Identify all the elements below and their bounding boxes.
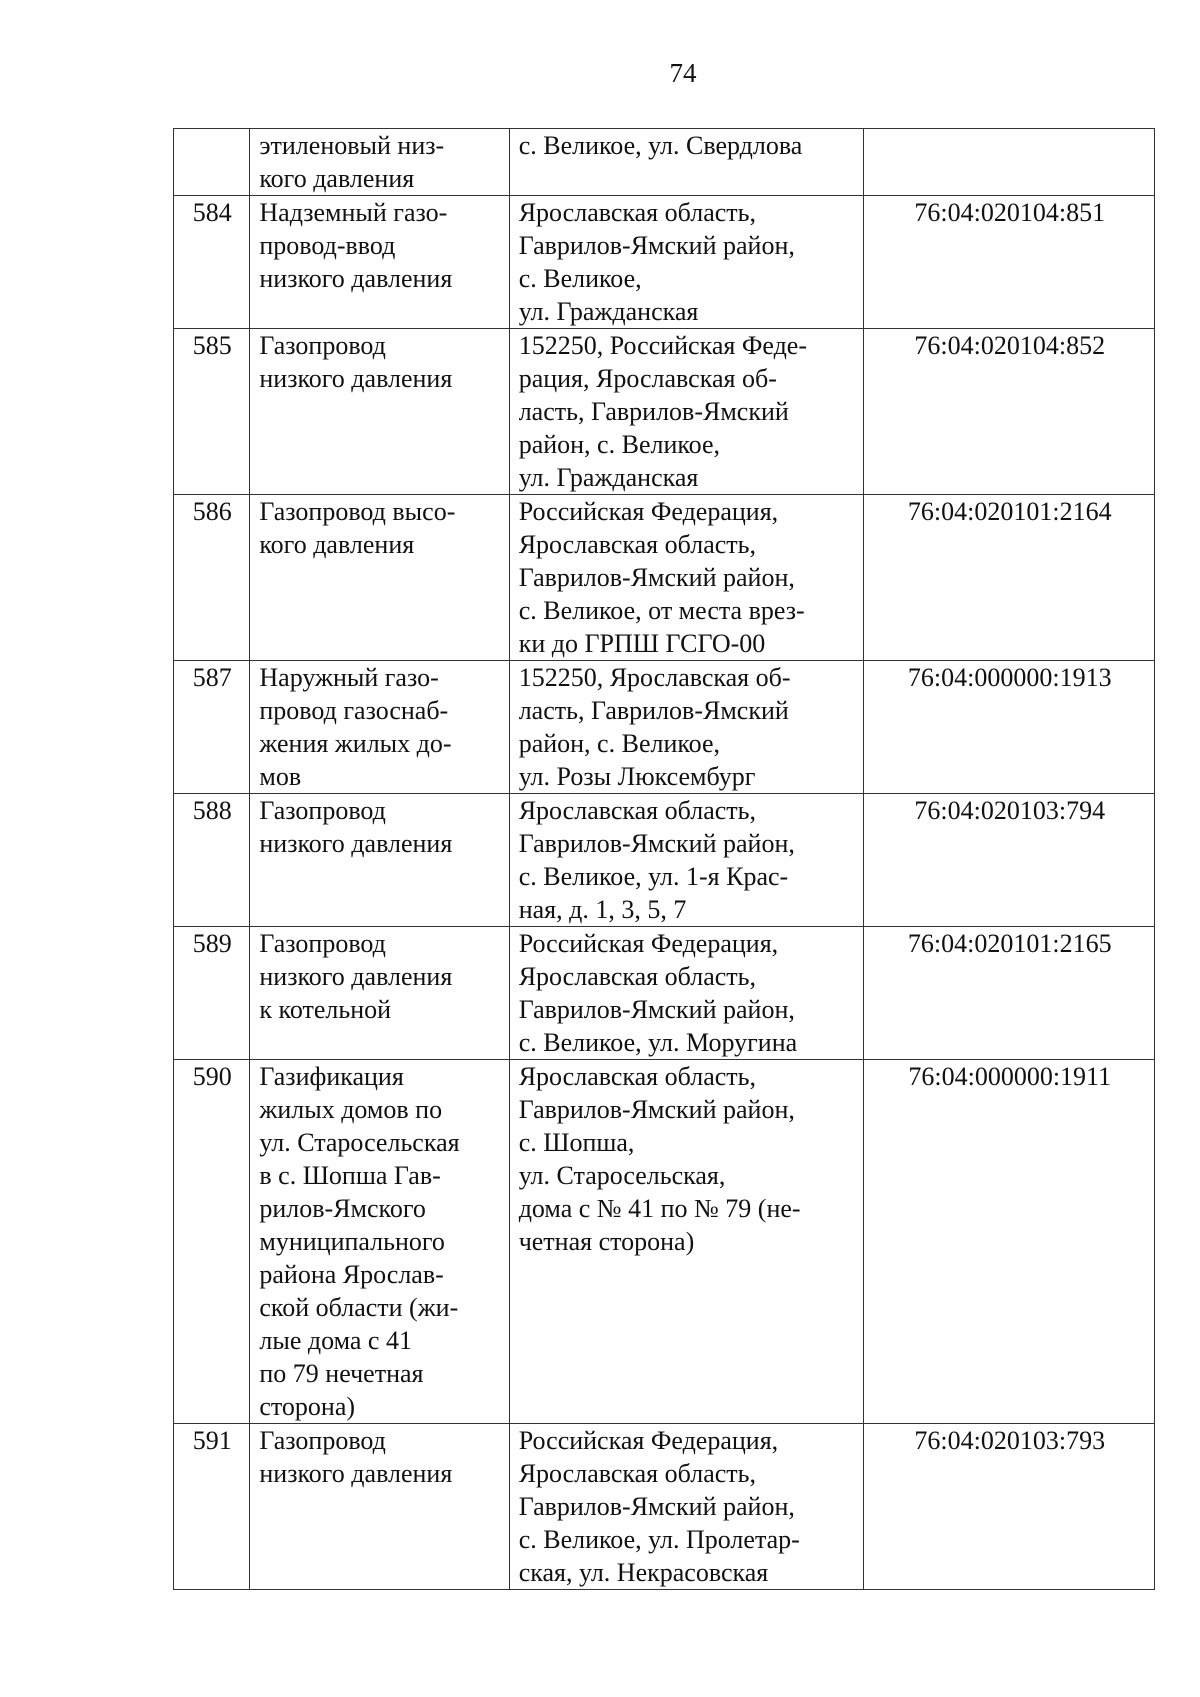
object-name-line: провод-ввод [259,231,396,260]
object-name-line: Газопровод высо- [259,497,456,526]
address-line: с. Великое, ул. Пролетар- [518,1525,800,1554]
address-line: Российская Федерация, [518,929,779,958]
object-name-line: низкого давления [259,962,453,991]
address-line: рация, Ярославская об- [518,364,777,393]
object-name-line: жения жилых до- [259,729,452,758]
address-line: Гаврилов-Ямский район, [518,563,795,592]
address-cell [509,1424,864,1590]
page-number: 74 [669,58,697,88]
object-name-line: Газопровод [259,796,386,825]
table-row [174,794,1155,927]
address-line: район, с. Великое, [518,430,721,459]
object-name-line: Газификация [259,1062,404,1091]
row-number-cell: 587 [174,661,250,794]
table-row [174,196,1155,329]
object-name-line: по 79 нечетная [259,1359,424,1388]
address-line: ул. Старосельская, [518,1161,726,1190]
cadastral-number-cell: 76:04:020104:851 [864,196,1155,329]
address-line: Гаврилов-Ямский район, [518,231,795,260]
address-line: ул. Гражданская [518,297,699,326]
address-line: четная сторона) [518,1227,695,1256]
object-name-line: этиленовый низ- [259,131,445,160]
object-name-cell [250,196,509,329]
table-row [174,129,1155,196]
cadastral-number-cell: 76:04:020101:2164 [864,495,1155,661]
address-line: Ярославская область, [518,1459,756,1488]
address-line: с. Шопша, [518,1128,635,1157]
cadastral-number-cell: 76:04:000000:1913 [864,661,1155,794]
address-line: с. Великое, [518,264,642,293]
address-line: ская, ул. Некрасовская [518,1558,769,1587]
address-line: район, с. Великое, [518,729,721,758]
table-row [174,495,1155,661]
object-name-line: рилов-Ямского [259,1194,426,1223]
object-name-cell [250,129,509,196]
cadastral-number-cell: 76:04:020103:794 [864,794,1155,927]
address-line: с. Великое, ул. Моругина [518,1028,798,1057]
address-line: ная, д. 1, 3, 5, 7 [518,895,687,924]
object-name-line: кого давления [259,164,415,193]
cadastral-number-cell: 76:04:020103:793 [864,1424,1155,1590]
object-name-line: Надземный газо- [259,198,448,227]
row-number-cell: 591 [174,1424,250,1590]
object-name-line: ул. Старосельская [259,1128,460,1157]
address-line: Гаврилов-Ямский район, [518,829,795,858]
object-name-line: района Ярослав- [259,1260,444,1289]
address-line: Гаврилов-Ямский район, [518,1095,795,1124]
object-name-cell [250,329,509,495]
address-line: Ярославская область, [518,796,756,825]
row-number-cell: 590 [174,1060,250,1424]
object-name-cell [250,495,509,661]
object-name-line: низкого давления [259,364,453,393]
address-cell [509,129,864,196]
address-line: ул. Розы Люксембург [518,762,756,791]
address-line: Гаврилов-Ямский район, [518,995,795,1024]
address-line: Ярославская область, [518,1062,756,1091]
row-number-cell: 585 [174,329,250,495]
object-name-line: Газопровод [259,331,386,360]
object-name-line: Наружный газо- [259,663,439,692]
table-row [174,661,1155,794]
object-name-cell [250,1060,509,1424]
table-row [174,329,1155,495]
row-number-cell: 588 [174,794,250,927]
object-name-line: в с. Шопша Гав- [259,1161,441,1190]
object-name-line: низкого давления [259,264,453,293]
object-name-cell [250,927,509,1060]
row-number-cell: 584 [174,196,250,329]
cadastral-number-cell [864,129,1155,196]
object-name-line: Газопровод [259,1426,386,1455]
object-name-line: лые дома с 41 [259,1326,412,1355]
cadastral-number-cell: 76:04:020104:852 [864,329,1155,495]
object-name-cell [250,1424,509,1590]
address-line: 152250, Российская Феде- [518,331,807,360]
address-line: ласть, Гаврилов-Ямский [518,696,789,725]
address-line: Ярославская область, [518,198,756,227]
object-name-line: ской области (жи- [259,1293,459,1322]
object-name-line: мов [259,762,302,791]
registry-table-body [174,129,1155,1590]
object-name-line: жилых домов по [259,1095,443,1124]
address-line: ки до ГРПШ ГСГО-00 [518,629,766,658]
object-name-line: к котельной [259,995,392,1024]
row-number-cell: 586 [174,495,250,661]
address-line: с. Великое, от места врез- [518,596,805,625]
row-number-cell: 589 [174,927,250,1060]
address-line: ул. Гражданская [518,463,699,492]
address-cell [509,1060,864,1424]
address-line: Ярославская область, [518,530,756,559]
object-name-line: Газопровод [259,929,386,958]
table-row [174,927,1155,1060]
address-line: Гаврилов-Ямский район, [518,1492,795,1521]
address-line: Российская Федерация, [518,1426,779,1455]
address-line: 152250, Ярославская об- [518,663,791,692]
object-name-line: кого давления [259,530,415,559]
address-cell [509,927,864,1060]
address-line: Ярославская область, [518,962,756,991]
object-name-cell [250,794,509,927]
address-cell [509,794,864,927]
object-name-line: низкого давления [259,1459,453,1488]
address-line: с. Великое, ул. Свердлова [518,131,803,160]
address-cell [509,196,864,329]
object-name-line: сторона) [259,1392,356,1421]
address-line: дома с № 41 по № 79 (не- [518,1194,801,1223]
address-cell [509,329,864,495]
object-name-line: низкого давления [259,829,453,858]
cadastral-number-cell: 76:04:000000:1911 [864,1060,1155,1424]
gas-pipeline-registry-table [173,128,1155,1590]
table-row [174,1060,1155,1424]
address-line: Российская Федерация, [518,497,779,526]
row-number-cell [174,129,250,196]
address-line: ласть, Гаврилов-Ямский [518,397,789,426]
address-line: с. Великое, ул. 1-я Крас- [518,862,789,891]
object-name-line: муниципального [259,1227,445,1256]
object-name-cell [250,661,509,794]
table-row [174,1424,1155,1590]
address-cell [509,661,864,794]
cadastral-number-cell: 76:04:020101:2165 [864,927,1155,1060]
object-name-line: провод газоснаб- [259,696,449,725]
address-cell [509,495,864,661]
